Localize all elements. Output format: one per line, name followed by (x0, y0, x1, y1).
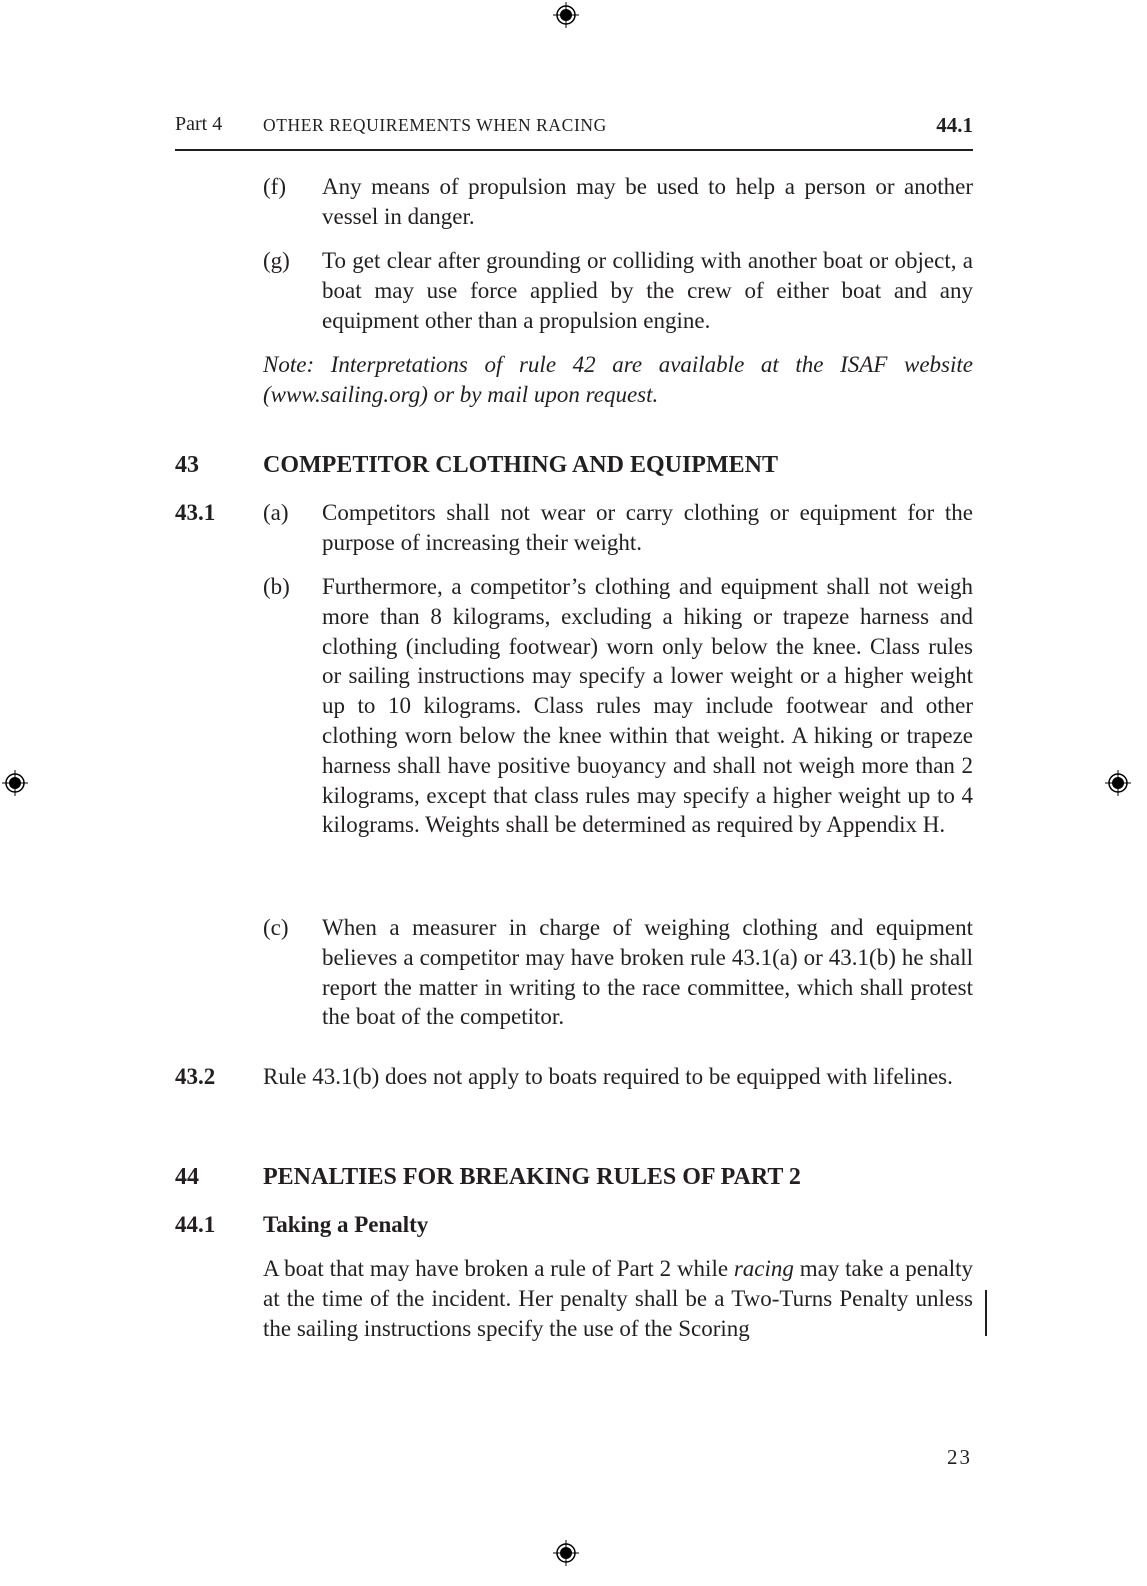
item-text: Any means of propulsion may be used to help a person or another vessel in danger. (322, 174, 973, 229)
section-number: 44 (175, 1164, 199, 1190)
item-label: (b) (263, 574, 290, 599)
item-label: (c) (263, 915, 289, 940)
defined-term: racing (733, 1256, 794, 1281)
subsection-number: 43.2 (175, 1064, 216, 1089)
registration-mark-icon (551, 0, 581, 30)
section-title: COMPETITOR CLOTHING AND EQUIPMENT (263, 452, 778, 478)
header-rule-number: 44.1 (936, 113, 973, 137)
subsection-text: Rule 43.1(b) does not apply to boats required to be equipped with lifelines. (263, 1064, 953, 1089)
page-number: 23 (947, 1445, 972, 1469)
interpretation-note: Note: Interpretations of rule 42 are available at the ISAF website (www.sailing.org) or by mail upon request. (263, 352, 973, 407)
header-divider (175, 149, 973, 151)
registration-mark-icon (0, 768, 30, 798)
subsection-title: Taking a Penalty (263, 1212, 429, 1237)
item-text: Competitors shall not wear or carry clothing or equipment for the purpose of increasing their weight. (322, 500, 973, 555)
item-text: To get clear after grounding or colliding with another boat or object, a boat may use force applied by the crew of either boat and any equipment other than a propulsion engine. (322, 248, 973, 333)
registration-mark-icon (1103, 768, 1133, 798)
section-title: PENALTIES FOR BREAKING RULES OF PART 2 (263, 1164, 801, 1190)
subsection-number: 44.1 (175, 1212, 216, 1237)
item-label: (a) (263, 500, 289, 525)
item-text: When a measurer in charge of weighing clothing and equipment believes a competitor may have broken rule 43.1(a) or 43.1(b) he shall report the matter in writing to the race committee, which shall protest the boat of the competitor. (322, 915, 973, 1030)
item-text: Furthermore, a competitor’s clothing and equipment shall not weigh more than 8 kilograms, excluding a hiking or trapeze harness and clothing (including footwear) worn only below the knee. Class rules or sailing instructions may specify a lower weight or a higher weight up to 10 kilograms. Class rules may include footwear and other clothing worn below the knee within that weight. A hiking or trapeze harness shall have positive buoyancy and shall not weigh more than 2 kilograms, except that class rules may specify a higher weight up to 4 kilograms. Weights shall be determined as required by Appendix H. (322, 574, 973, 838)
header-part: Part 4 (175, 113, 223, 135)
change-bar (985, 1290, 987, 1336)
subsection-number: 43.1 (175, 500, 216, 525)
section-number: 43 (175, 452, 199, 478)
registration-mark-icon (551, 1538, 581, 1568)
running-header (175, 113, 973, 143)
item-label: (g) (263, 248, 290, 273)
text-run: may take a penalty at the time of the incident. Her penalty shall be a Two-Turns Penalty unless the sailing instructions specify the use of the Scoring (263, 1256, 973, 1341)
item-label: (f) (263, 174, 286, 199)
text-run: A boat that may have broken a rule of Part 2 while (263, 1256, 734, 1281)
subsection-text (263, 1254, 973, 1343)
header-title: OTHER REQUIREMENTS WHEN RACING (263, 115, 607, 135)
